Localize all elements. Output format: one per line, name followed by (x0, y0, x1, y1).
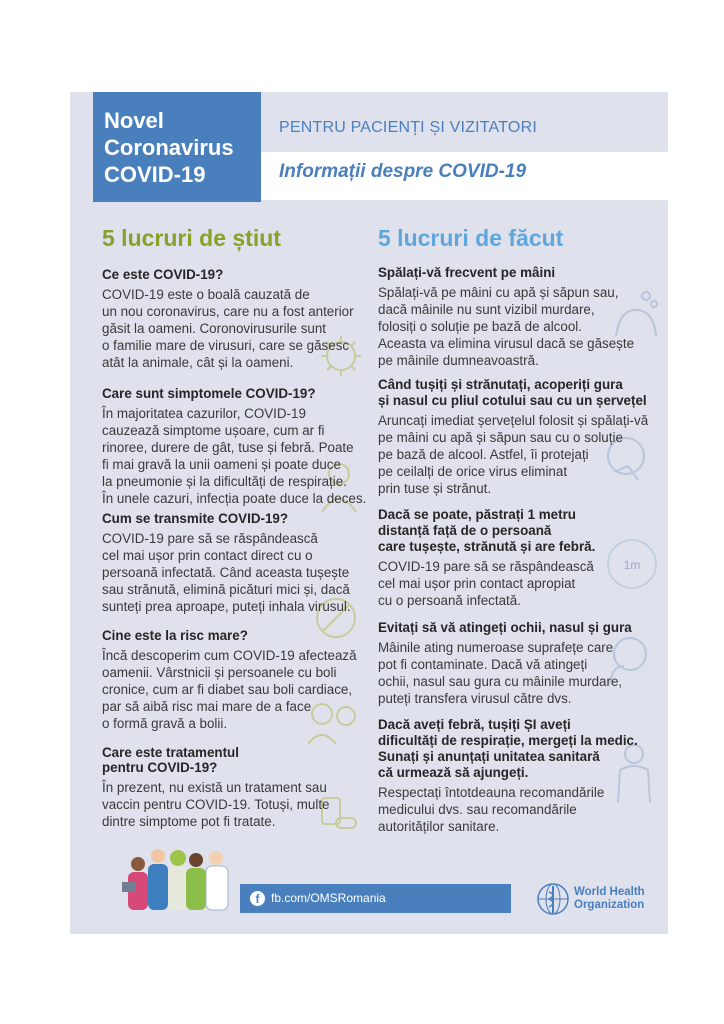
answer-line: la pneumonie și la dificultăți de respirație. (102, 474, 347, 489)
action-heading: Sunați și anunțați unitatea sanitară (378, 749, 600, 764)
action-heading: și nasul cu pliul cotului sau cu un șervețel (378, 393, 647, 408)
right-item-3 (378, 507, 595, 609)
action-heading: Spălați-vă frecvent pe mâini (378, 265, 556, 280)
right-item-5 (378, 717, 638, 835)
answer-line: dintre simptome pot fi tratate. (102, 814, 276, 829)
action-line: prin tuse și strănut. (378, 481, 492, 496)
facebook-icon: f (250, 891, 265, 906)
action-line: pe ceilalți de orice virus eliminat (378, 464, 568, 479)
answer-line: găsit la oameni. Coronovirusurile sunt (102, 321, 327, 336)
right-column-title: 5 lucruri de făcut (378, 225, 564, 251)
answer-line: COVID-19 este o boală cauzată de (102, 287, 310, 302)
title-box (93, 92, 261, 202)
title-line-1: Novel (104, 108, 164, 133)
distance-icon (604, 535, 660, 593)
answer-line: sau strănută, elimină picături mici și, dacă (102, 582, 350, 597)
right-item-4 (378, 620, 632, 707)
action-line: pe mâinile dumneavoastră. (378, 353, 539, 368)
action-line: folosiți o soluție pe bază de alcool. (378, 319, 582, 334)
left-item-2 (102, 386, 366, 507)
answer-line: În majoritatea cazurilor, COVID-19 (102, 406, 306, 421)
distance-badge-label: 1m (623, 558, 641, 572)
action-line: medicului dvs. sau recomandările (378, 802, 577, 817)
question-heading: Cine este la risc mare? (102, 628, 248, 643)
right-item-1 (378, 265, 634, 369)
title-line-2: Coronavirus (104, 135, 234, 160)
who-line-2: Organization (574, 899, 645, 911)
left-item-4 (102, 628, 357, 732)
action-heading: Dacă aveți febră, tușiți ȘI aveți (378, 717, 571, 732)
action-line: Aruncați imediat șervețelul folosit și spălați-vă (378, 413, 649, 428)
who-emblem-icon (536, 882, 570, 916)
answer-line: o formă gravă a bolii. (102, 716, 228, 731)
answer-line: rinoree, durere de gât, tuse și febră. Poate (102, 440, 354, 455)
answer-line: cauzează simptome ușoare, cum ar fi (102, 423, 325, 438)
facebook-link[interactable]: fb.com/OMSRomania (271, 891, 386, 905)
audience-label: PENTRU PACIENȚI ȘI VIZITATORI (279, 119, 537, 136)
action-heading: Când tușiți și strănutați, acoperiți gura (378, 377, 623, 392)
answer-line: În unele cazuri, infecția poate duce la deces. (102, 491, 367, 506)
action-line: ochii, nasul sau gura cu mâinile murdare, (378, 674, 623, 689)
action-heading: Evitați să vă atingeți ochii, nasul și gura (378, 620, 632, 635)
action-line: dacă mâinile nu sunt vizibil murdare, (378, 302, 595, 317)
left-item-5 (102, 745, 330, 830)
title-line-3: COVID-19 (104, 162, 206, 187)
action-line: autorităților sanitare. (378, 819, 500, 834)
left-item-1 (102, 267, 354, 371)
answer-line: cel mai ușor prin contact direct cu o (102, 548, 313, 563)
action-line: pe bază de alcool. Astfel, îi protejați (378, 447, 589, 462)
right-item-2 (378, 377, 648, 497)
answer-line: oamenii. Vârstnicii și persoanele cu boli (102, 665, 337, 680)
answer-line: atât la animale, cât și la oameni. (102, 355, 294, 370)
action-line: Respectați întotdeauna recomandările (378, 785, 605, 800)
answer-line: vaccin pentru COVID-19. Totuși, multe (102, 797, 330, 812)
healthcare-workers-illustration (120, 838, 240, 916)
answer-line: un nou coronavirus, care nu a fost anterior (102, 304, 354, 319)
action-line: puteți transfera virusul către dvs. (378, 691, 572, 706)
answer-line: În prezent, nu există un tratament sau (102, 780, 327, 795)
answer-line: fi mai gravă la unii oameni și poate duce (102, 457, 341, 472)
action-heading: că urmează să ajungeți. (378, 765, 529, 780)
action-line: cu o persoană infectată. (378, 593, 521, 608)
action-heading: care tușește, strănută și are febră. (378, 539, 596, 554)
question-heading: Care sunt simptomele COVID-19? (102, 386, 316, 401)
answer-line: sunteți prea aproape, puteți inhala virusul. (102, 599, 351, 614)
who-logo-text (574, 886, 645, 912)
action-line: Mâinile ating numeroase suprafețe care (378, 640, 614, 655)
action-line: pot fi contaminate. Dacă vă atingeți (378, 657, 588, 672)
action-line: Spălați-vă pe mâini cu apă și săpun sau, (378, 285, 619, 300)
answer-line: persoană infectată. Când aceasta tușește (102, 565, 350, 580)
answer-line: Încă descoperim cum COVID-19 afectează (102, 648, 357, 663)
question-heading: Cum se transmite COVID-19? (102, 511, 289, 526)
action-line: pe mâini cu apă și săpun sau cu o soluție (378, 430, 623, 445)
question-heading: Care este tratamentul (102, 745, 239, 760)
action-line: cel mai ușor prin contact apropiat (378, 576, 576, 591)
action-line: COVID-19 pare să se răspândească (378, 559, 594, 574)
left-item-3 (102, 511, 351, 615)
answer-line: par să aibă risc mai mare de a face (102, 699, 312, 714)
left-column-title: 5 lucruri de știut (102, 225, 281, 251)
action-heading: distanță față de o persoană (378, 523, 552, 538)
action-heading: dificultăți de respirație, mergeți la medic. (378, 733, 638, 748)
info-subtitle: Informații despre COVID-19 (279, 161, 527, 182)
question-heading: Ce este COVID-19? (102, 267, 224, 282)
action-line: Aceasta va elimina virusul dacă se găsește (378, 336, 635, 351)
question-heading: pentru COVID-19? (102, 760, 218, 775)
answer-line: o familie mare de virusuri, care se găsesc (102, 338, 350, 353)
answer-line: cronice, cum ar fi diabet sau boli cardiace, (102, 682, 353, 697)
action-heading: Dacă se poate, păstrați 1 metru (378, 507, 576, 522)
answer-line: COVID-19 pare să se răspândească (102, 531, 318, 546)
who-line-1: World Health (574, 886, 645, 898)
